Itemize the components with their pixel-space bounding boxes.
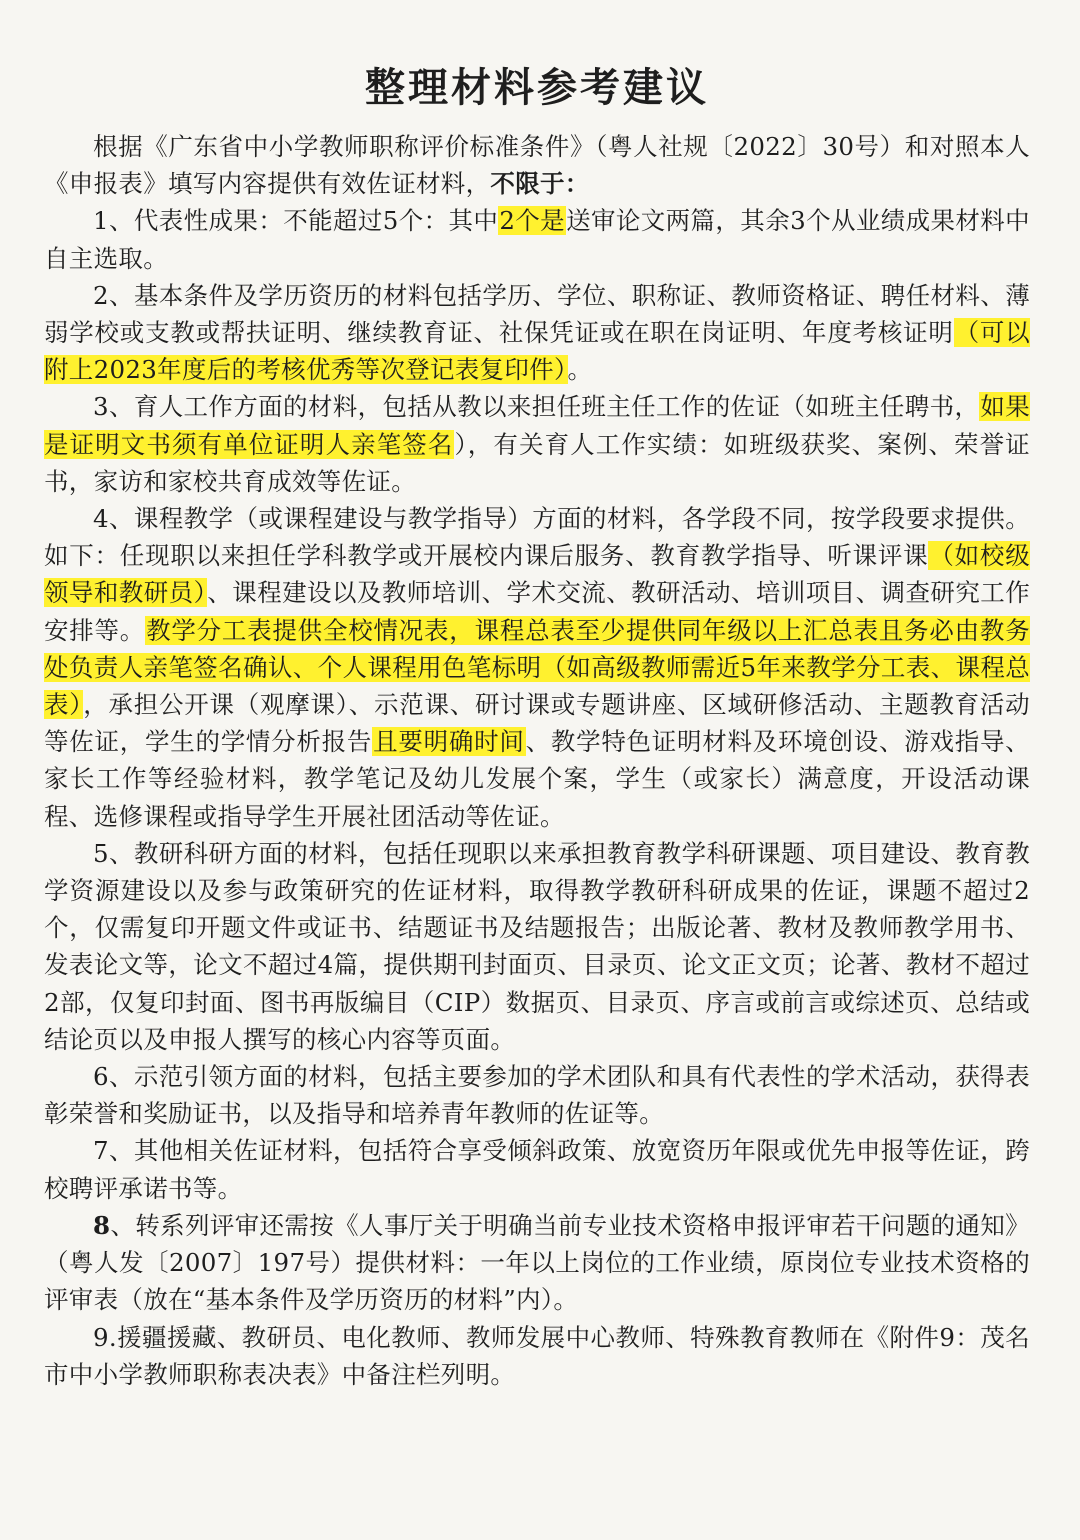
text-segment: 送审论文两篇，其余3个从业绩成果材料中自主选取。 bbox=[44, 206, 1030, 273]
text-segment: 2、基本条件及学历资历的材料包括学历、学位、职称证、教师资格证、聘任材料、薄弱学校或支教或帮扶证明、继续教育证、社保凭证或在职在岗证明、年度考核证明 bbox=[44, 280, 1030, 348]
text-segment: 、转系列评审还需按《人事厅关于明确当前专业技术资格申报评审若干问题的通知》（粤人发〔2007〕197号）提供材料：一年以上岗位的工作业绩，原岗位专业技术资格的评审表（放在“基本条件及学历资历的材料”内）。 bbox=[44, 1210, 1030, 1315]
text-segment: 6、示范引领方面的材料，包括主要参加的学术团队和具有代表性的学术活动，获得表彰荣誉和奖励证书，以及指导和培养青年教师的佐证等。 bbox=[44, 1062, 1030, 1129]
text-segment: 不限于： bbox=[490, 169, 590, 199]
list-item-3 bbox=[44, 388, 1030, 500]
highlighted-text: 且要明确时间 bbox=[373, 727, 525, 757]
text-segment: 3、育人工作方面的材料，包括从教以来担任班主任工作的佐证（如班主任聘书， bbox=[93, 392, 980, 422]
text-segment: 根据《广东省中小学教师职称评价标准条件》（粤人社规〔2022〕30号）和对照本人《申报表》填写内容提供有效佐证材料， bbox=[44, 132, 1030, 199]
highlighted-text: 如果是证明文书须有单位证明人亲笔签名 bbox=[44, 392, 1030, 459]
list-item-5 bbox=[44, 835, 1030, 1058]
highlighted-text: （可以附上2023年度后的考核优秀等次登记表复印件） bbox=[44, 318, 1030, 385]
list-item-7 bbox=[44, 1132, 1030, 1206]
text-segment: ，承担公开课（观摩课）、示范课、研讨课或专题讲座、区域研修活动、主题教育活动等佐证，学生的学情分析报告 bbox=[44, 690, 1030, 757]
text-segment: 7、其他相关佐证材料，包括符合享受倾斜政策、放宽资历年限或优先申报等佐证，跨校聘评承诺书等。 bbox=[44, 1136, 1030, 1203]
list-item-9 bbox=[44, 1319, 1030, 1393]
intro-paragraph bbox=[44, 128, 1030, 202]
text-segment: 、教学特色证明材料及环境创设、游戏指导、家长工作等经验材料，教学笔记及幼儿发展个案，学生（或家长）满意度，开设活动课程、选修课程或指导学生开展社团活动等佐证。 bbox=[44, 727, 1030, 831]
list-item-6 bbox=[44, 1058, 1030, 1132]
highlighted-text: 教学分工表提供全校情况表，课程总表至少提供同年级以上汇总表且务必由教务处负责人亲笔签名确认、个人课程用色笔标明（如高级教师需近5年来教学分工表、课程总表） bbox=[44, 615, 1030, 720]
list-item-2 bbox=[44, 277, 1030, 389]
list-item-8 bbox=[44, 1207, 1030, 1319]
text-segment: 1、代表性成果：不能超过5个：其中 bbox=[93, 206, 499, 236]
text-segment: 8 bbox=[93, 1210, 111, 1240]
text-segment: 、课程建设以及教师培训、学术交流、教研活动、培训项目、调查研究工作安排等。 bbox=[44, 578, 1030, 645]
highlighted-text: 2个是 bbox=[499, 206, 566, 236]
highlighted-text: （如校级领导和教研员） bbox=[44, 541, 1030, 608]
list-item-1 bbox=[44, 202, 1030, 276]
document-title: 整理材料参考建议 bbox=[365, 64, 709, 111]
text-segment: 9.援疆援藏、教研员、电化教师、教师发展中心教师、特殊教育教师在《附件9：茂名市中小学教师职称表决表》中备注栏列明。 bbox=[44, 1322, 1030, 1389]
text-segment: 5、教研科研方面的材料，包括任现职以来承担教育教学科研课题、项目建设、教育教学资源建设以及参与政策研究的佐证材料，取得教学教研科研成果的佐证，课题不超过2个，仅需复印开题文件或证书、结题证书及结题报告；出版论著、教材及教师教学用书、发表论文等，论文不超过4篇，提供期刊封面页、目录页、论文正文页；论著、教材不超过2部，仅复印封面、图书再版编目（CIP）数据页、目录页、序言或前言或综述页、总结或结论页以及申报人撰写的核心内容等页面。 bbox=[44, 838, 1030, 1054]
text-segment: ），有关育人工作实绩：如班级获奖、案例、荣誉证书，家访和家校共育成效等佐证。 bbox=[44, 429, 1030, 496]
list-item-4 bbox=[44, 500, 1030, 835]
text-segment: 。 bbox=[567, 355, 593, 385]
text-segment: 4、课程教学（或课程建设与教学指导）方面的材料，各学段不同，按学段要求提供。如下：任现职以来担任学科教学或开展校内课后服务、教育教学指导、听课评课 bbox=[44, 504, 1030, 571]
document-body bbox=[44, 128, 1030, 1393]
